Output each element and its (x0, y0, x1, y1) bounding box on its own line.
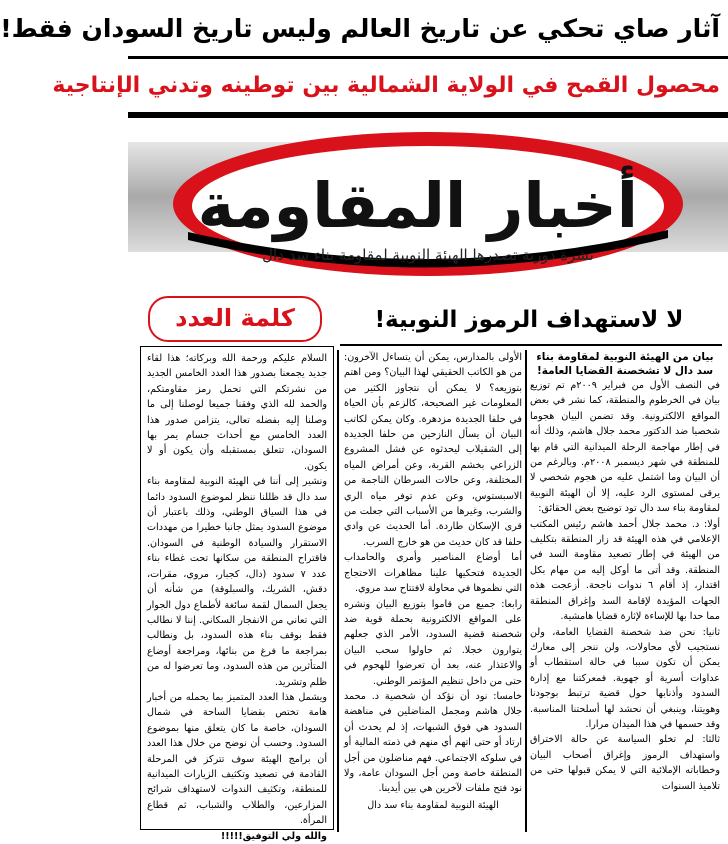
top-headline: آثار صاي تحكي عن تاريخ العالم وليس تاريخ السودان فقط! (0, 14, 720, 43)
column-divider (525, 350, 527, 832)
column-divider (337, 350, 339, 832)
masthead-title: أخبار المقاومة (197, 169, 638, 242)
article-paragraph: رابعا: جميع من قاموا بتوزيع البيان ونشره على المواقع الالكترونية بحملة قوية ضد شخصنة قضية السدود، الأمر الذي جعلهم يتوارون خجلا. ثم حاولوا سحب البيان والاعتذار عنه، بعد أن تعرضوا للهجوم في حتى من داخل تنظيم المؤتمر الوطني. (344, 598, 522, 687)
editorial-closing: والله ولي التوفيق!!!!! (220, 830, 327, 842)
article-paragraph: خامسا: نود أن نؤكد أن شخصية د. محمد جلال هاشم ومجمل المناضلين في مناهضة السدود هي فوق الشبهات، إذ لم يحدث أن ارتاد أو حتى اتهم أي منهم في ذمته المالية أو في سلوكه الاجتماعي. فهم مناضلون من أجل المنطقة خاصة ومن أجل السودان عامة، ولا نود فتح ملفات لآخرين هي بين أيدينا. (344, 690, 522, 795)
article-right-column (530, 350, 720, 830)
article-paragraph: ثانيا: نحن ضد شخصنة القضايا العامة، ولن نستجيب لأي محاولات، ولن ننجر إلى معارك يمكن أن تكون سببا في حالة استقطاب أو عداوات أسرية أو جهوية. فمعركتنا مع إدارة السدود وأذنابها حول قضية ترتبط بوجودنا وهويتنا، وينبغي أن نحشد لها أسلحتنا المناسبة. وقد حسمها في هذا الميدان مرارا. (530, 626, 720, 730)
main-article-headline: لا لاستهداف الرموز النوبية! (374, 307, 684, 333)
masthead-top-bar (128, 112, 728, 118)
article-paragraph: أولا: د. محمد جلال أحمد هاشم رئيس المكتب الإعلامي في هذه الهيئة قد زار المنطقة بتكليف من الهيئة في إطار تصعيد مقاومة السد في المنطقة. وقد أتى ما أوكل إليه من مهام بكل اقتدار، إذ أقام ٦ ندوات ناجحة. أزعجت هذه الجهات المؤيدة لإقامة السد وإغراق المنطقة مما حدا بها للإساءة لإثارة قضايا هامشية. (530, 518, 721, 623)
article-middle-column (344, 350, 522, 830)
editorial-heading-box (148, 296, 322, 342)
editorial-heading: كلمة العدد (175, 304, 295, 332)
editorial-column (140, 346, 334, 842)
headline-underline (340, 344, 722, 346)
editorial-paragraph: ويشمل هذا العدد المتميز بما يحمله من أخبار هامة تختص بقضايا الساحة في شمال السودان، خاصة ما كان يتعلق منها بموضوع السدود. وحسب أن نوضح من خلال هذا العدد أن برامج الهيئة سوف تتركز في المرحلة القادمة في تصعيد وتكثيف الزيارات الميدانية للمنطقة، وتكثيف الندوات لاستهداف شرائح المزارعين، والطلاب والشباب، ثم قطاع المرأة. (147, 691, 327, 827)
masthead (128, 112, 728, 294)
article-paragraph: الأولى بالمدارس، يمكن أن يتساءل الآخرون: من هو الكاتب الحقيقي لهذا البيان؟ ومن اهتم بتوزيعه؟ لا يمكن أن نتجاوز الكثير من المعلومات غير الصحيحة، كالزعم بأن الحياة في حلفا الجديدة مزدهرة. وكان يمكن لكاتب البيان أن يسأل النازحين من حلفا الجديدة إلى الشقيلاب ليحدثوه عن فشل المشروع الزراعي بخشم القربة، وعن أمراض المياه المختلفة، وعن حالات السرطان الناجمة من الاسبستوس، وعن عدم توفر مياه الري والشرب، وغيرها من الأسباب التي جعلت من قرى الإسكان طاردة. أما الحديث عن وادي حلفا قد كان حديث من هو خارج السرب. (344, 352, 522, 548)
editorial-paragraph: السلام عليكم ورحمة الله وبركاته؛ هذا لقاء جديد يجمعنا بصدور هذا العدد الخامس الجديد من نشرتكم التي تحمل رمز مقاومتكم، والحمد لله الذي وفقنا جميعا لوصلنا إلى ما وصلنا إليه بفضله تعالى، يتزامن صدور هذا العدد الخامس مع أحداث جسام يمر بها السودان، تتعلق بمستقبله وأن يكون أو لا يكون. (147, 353, 327, 472)
second-headline: محصول القمح في الولاية الشمالية بين توطينه وتدني الإنتاجية (52, 73, 720, 98)
masthead-subtitle: نشرة دورية تصدرها الهيئة النوبية لمقاومة بناء سد دال (262, 246, 594, 264)
statement-signature: الهيئة النوبية لمقاومة بناء سد دال (367, 799, 499, 811)
article-paragraph: ثالثا: لم تخلو السياسة عن حالة الاختراق واستهداف الرموز وإغراق أصحاب البيان وخطاباته الإملائية التي لا يمكن قبولها حتى من تلاميذ السنوات (530, 734, 720, 792)
article-paragraph: في النصف الأول من فبراير ٢٠٠٩م تم توزيع بيان في الخرطوم والمنطقة، كما نشر في بعض المواقع الالكترونية. وقد تضمن البيان هجوما شخصيا ضد الدكتور محمد جلال هاشم، وذلك أنه في إطار مهاجمة الرحلة الميدانية التي قام بها للمنطقة في شهر ديسمبر ٢٠٠٨م. وبالرغم من أن البيان وما اشتمل عليه من هجوم شخصي لا يرقى لمستوى الرد عليه، إلا أن الهيئة النوبية لمقاومة بناء سد دال تود توضيح بعض الحقائق: (530, 380, 720, 515)
article-paragraph: أما أوضاع المناصير وأمري والحامداب الجديدة فتحكيها علينا مظاهرات الاحتجاج التي نظموها في محاولة لافتتاح سد مروي. (344, 552, 522, 595)
headline-divider (128, 56, 728, 59)
statement-subtitle: بيان من الهيئة النوبية لمقاومة بناء سد دال لا تشخصنة القضايا العامة! (536, 351, 714, 377)
editorial-paragraph: ونشير إلى أننا في الهيئة النوبية لمقاومة بناء سد دال قد ظللنا ننظر لموضوع السدود دائما في هذا السياق الوطني، وذلك باعتبار أن موضوع السدود يمثل جانبا خطيرا من مهددات الاستقرار والسيادة الوطنية في السودان. فاقتراح المنطقة من سكانها تحت غطاء بناء عدد ٧ سدود (دال، كجبار، مروي، مقرات، دقش، الشريك، والسبلوقة) من شأنه أن يجعل السمال لقمة سائغة لأطماع دول الجوار التي تعاني من الانفجار السكاني. إننا لا نطالب فقط بوقف بناء هذه السدود، بل ونطالب بمراجعة ما فرغ من بنائها، ومراجعة أوضاع المتأثرين من هذه السدود، وما تعرضوا له من ظلم وتشريد. (147, 476, 327, 688)
